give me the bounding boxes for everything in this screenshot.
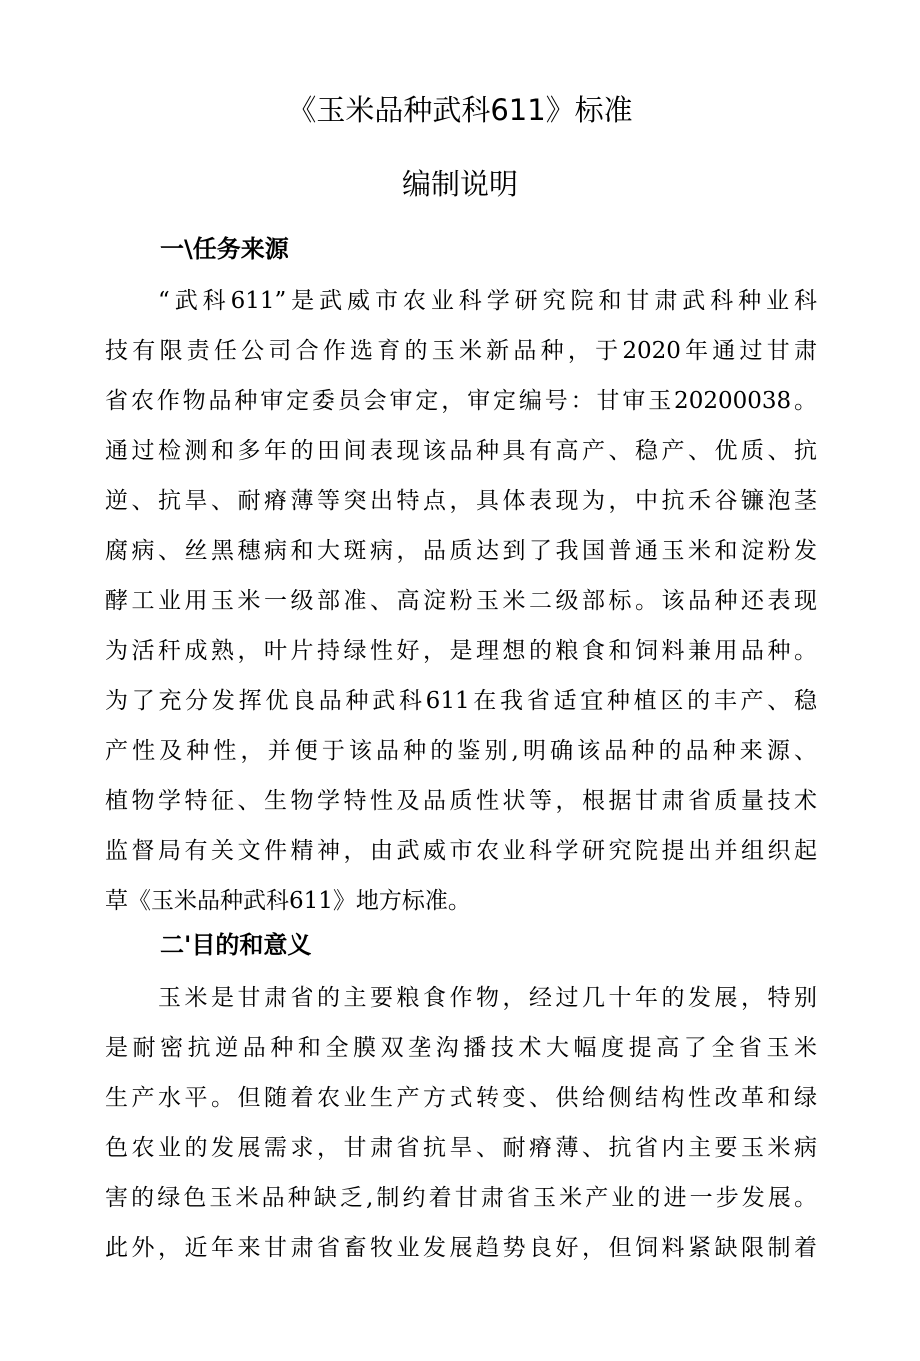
section-heading-task-source: 一\任务来源 (160, 235, 289, 263)
text-line: 监督局有关文件精神，由武威市农业科学研究院提出并组织起 (105, 838, 817, 864)
text-line: 酵工业用玉米一级部准、高淀粉玉米二级部标。该品种还表现 (105, 588, 817, 614)
text-line: 通过检测和多年的田间表现该品种具有高产、稳产、优质、抗 (105, 438, 817, 464)
text-line: 此外，近年来甘肃省畜牧业发展趋势良好，但饲料紧缺限制着 (105, 1235, 817, 1261)
paragraph-task-source (105, 276, 817, 926)
text-line: 是耐密抗逆品种和全膜双垄沟播技术大幅度提高了全省玉米 (105, 1035, 817, 1061)
section-heading-purpose-significance: 二'目的和意义 (160, 931, 312, 959)
text-line: 植物学特征、生物学特性及品质性状等，根据甘肃省质量技术 (105, 788, 817, 814)
text-line: 玉米是甘肃省的主要粮食作物，经过几十年的发展，特别 (158, 985, 817, 1011)
text-line: 技有限责任公司合作选育的玉米新品种，于2020年通过甘肃 (105, 338, 817, 364)
text-line: 产性及种性，并便于该品种的鉴别,明确该品种的品种来源、 (105, 738, 817, 764)
document-subtitle: 编制说明 (401, 167, 518, 201)
text-line: “武科611”是武威市农业科学研究院和甘肃武科种业科 (158, 288, 817, 314)
paragraph-purpose-significance (105, 973, 817, 1273)
text-line: 色农业的发展需求，甘肃省抗旱、耐瘠薄、抗省内主要玉米病 (105, 1135, 817, 1161)
text-line: 腐病、丝黑穗病和大斑病，品质达到了我国普通玉米和淀粉发 (105, 538, 817, 564)
text-line: 为活秆成熟，叶片持绿性好，是理想的粮食和饲料兼用品种。 (105, 638, 817, 664)
text-line: 为了充分发挥优良品种武科611在我省适宜种植区的丰产、稳 (105, 688, 817, 714)
text-line: 草《玉米品种武科611》地方标准。 (105, 888, 471, 914)
text-line: 逆、抗旱、耐瘠薄等突出特点，具体表现为，中抗禾谷镰泡茎 (105, 488, 817, 514)
text-line: 生产水平。但随着农业生产方式转变、供给侧结构性改革和绿 (105, 1085, 817, 1111)
text-line: 省农作物品种审定委员会审定，审定编号：甘审玉20200038。 (105, 388, 817, 414)
text-line: 害的绿色玉米品种缺乏,制约着甘肃省玉米产业的进一步发展。 (105, 1185, 817, 1211)
document-title: 《玉米品种武科611》标准 (287, 93, 633, 127)
